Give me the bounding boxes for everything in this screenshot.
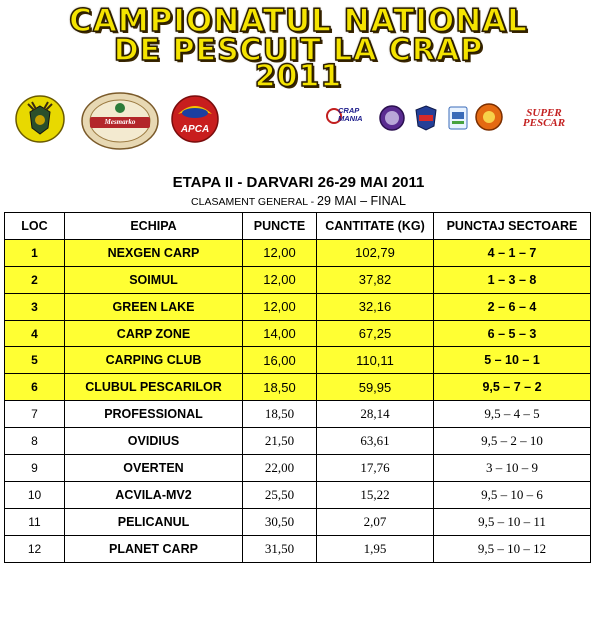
row-rank: 1 [5, 239, 65, 266]
super-pescar-logo: SUPER PESCAR [522, 107, 566, 129]
row-team: CLUBUL PESCARILOR [65, 374, 243, 401]
row-quantity: 102,79 [317, 239, 434, 266]
seal-banner-text: Mesmarko [104, 118, 136, 126]
table-row [5, 508, 591, 535]
row-team: ACVILA-MV2 [65, 481, 243, 508]
row-points: 21,50 [243, 428, 317, 455]
table-row [5, 401, 591, 428]
row-quantity: 59,95 [317, 374, 434, 401]
row-rank: 5 [5, 347, 65, 374]
header-points: PUNCTE [243, 213, 317, 240]
row-sector-score: 9,5 – 10 – 6 [434, 481, 591, 508]
banner-line-1: CAMPIONATUL NATIONAL [69, 3, 528, 39]
table-row [5, 293, 591, 320]
table-row [5, 239, 591, 266]
row-quantity: 28,14 [317, 401, 434, 428]
row-rank: 7 [5, 401, 65, 428]
row-points: 22,00 [243, 455, 317, 482]
row-quantity: 15,22 [317, 481, 434, 508]
table-row [5, 320, 591, 347]
row-quantity: 63,61 [317, 428, 434, 455]
row-team: GREEN LAKE [65, 293, 243, 320]
subtitle-prefix: CLASAMENT GENERAL - [191, 196, 318, 208]
table-row [5, 481, 591, 508]
row-team: PELICANUL [65, 508, 243, 535]
row-points: 14,00 [243, 320, 317, 347]
crap-mania-logo [326, 106, 372, 132]
header-sector-score: PUNCTAJ SECTOARE [434, 213, 591, 240]
row-team: SOIMUL [65, 266, 243, 293]
row-points: 18,50 [243, 401, 317, 428]
table-row [5, 347, 591, 374]
row-rank: 4 [5, 320, 65, 347]
table-row [5, 455, 591, 482]
row-sector-score: 4 – 1 – 7 [434, 239, 591, 266]
row-team: CARP ZONE [65, 320, 243, 347]
crap-mania-logo-text: CRAP MANIA [338, 106, 363, 123]
row-rank: 8 [5, 428, 65, 455]
row-team: OVERTEN [65, 455, 243, 482]
standings-table [4, 212, 591, 563]
subtitle-main: 29 MAI – FINAL [317, 194, 406, 208]
row-quantity: 37,82 [317, 266, 434, 293]
sponsor-logos [0, 90, 597, 154]
row-team: CARPING CLUB [65, 347, 243, 374]
apca-logo-text: APCA [180, 124, 210, 135]
row-rank: 10 [5, 481, 65, 508]
banner-line-3: 2011 [254, 59, 343, 94]
table-row [5, 428, 591, 455]
row-quantity: 1,95 [317, 535, 434, 562]
header-team: ECHIPA [65, 213, 243, 240]
row-sector-score: 3 – 10 – 9 [434, 455, 591, 482]
row-quantity: 2,07 [317, 508, 434, 535]
row-team: OVIDIUS [65, 428, 243, 455]
table-row [5, 535, 591, 562]
stage-title: ETAPA II - DARVARI 26-29 MAI 2011 [172, 174, 425, 191]
row-rank: 2 [5, 266, 65, 293]
row-team: NEXGEN CARP [65, 239, 243, 266]
row-sector-score: 9,5 – 2 – 10 [434, 428, 591, 455]
row-rank: 9 [5, 455, 65, 482]
row-sector-score: 9,5 – 7 – 2 [434, 374, 591, 401]
header-quantity: CANTITATE (KG) [317, 213, 434, 240]
apca-logo [166, 94, 224, 144]
row-points: 18,50 [243, 374, 317, 401]
banner-line-2: DE PESCUIT LA CRAP [113, 33, 484, 68]
federation-seal-logo [80, 90, 160, 150]
row-sector-score: 1 – 3 – 8 [434, 266, 591, 293]
row-points: 12,00 [243, 266, 317, 293]
aps-badge-logo [414, 104, 438, 132]
federation-crest-logo [14, 94, 66, 144]
table-header-row [5, 213, 591, 240]
row-points: 25,50 [243, 481, 317, 508]
row-points: 12,00 [243, 239, 317, 266]
row-team: PROFESSIONAL [65, 401, 243, 428]
row-sector-score: 6 – 5 – 3 [434, 320, 591, 347]
orange-club-badge-logo [474, 102, 504, 132]
championship-banner [0, 0, 597, 92]
purple-club-badge-logo [378, 104, 406, 132]
row-quantity: 67,25 [317, 320, 434, 347]
ptv-logo [448, 106, 468, 130]
row-points: 16,00 [243, 347, 317, 374]
row-quantity: 110,11 [317, 347, 434, 374]
row-quantity: 32,16 [317, 293, 434, 320]
row-quantity: 17,76 [317, 455, 434, 482]
row-sector-score: 9,5 – 10 – 12 [434, 535, 591, 562]
row-sector-score: 9,5 – 10 – 11 [434, 508, 591, 535]
row-sector-score: 9,5 – 4 – 5 [434, 401, 591, 428]
row-points: 30,50 [243, 508, 317, 535]
row-points: 12,00 [243, 293, 317, 320]
row-rank: 3 [5, 293, 65, 320]
row-sector-score: 2 – 6 – 4 [434, 293, 591, 320]
row-rank: 6 [5, 374, 65, 401]
row-team: PLANET CARP [65, 535, 243, 562]
standings-subtitle [0, 194, 597, 208]
row-points: 31,50 [243, 535, 317, 562]
table-row [5, 266, 591, 293]
header-loc: LOC [5, 213, 65, 240]
row-rank: 11 [5, 508, 65, 535]
row-sector-score: 5 – 10 – 1 [434, 347, 591, 374]
table-row [5, 374, 591, 401]
row-rank: 12 [5, 535, 65, 562]
